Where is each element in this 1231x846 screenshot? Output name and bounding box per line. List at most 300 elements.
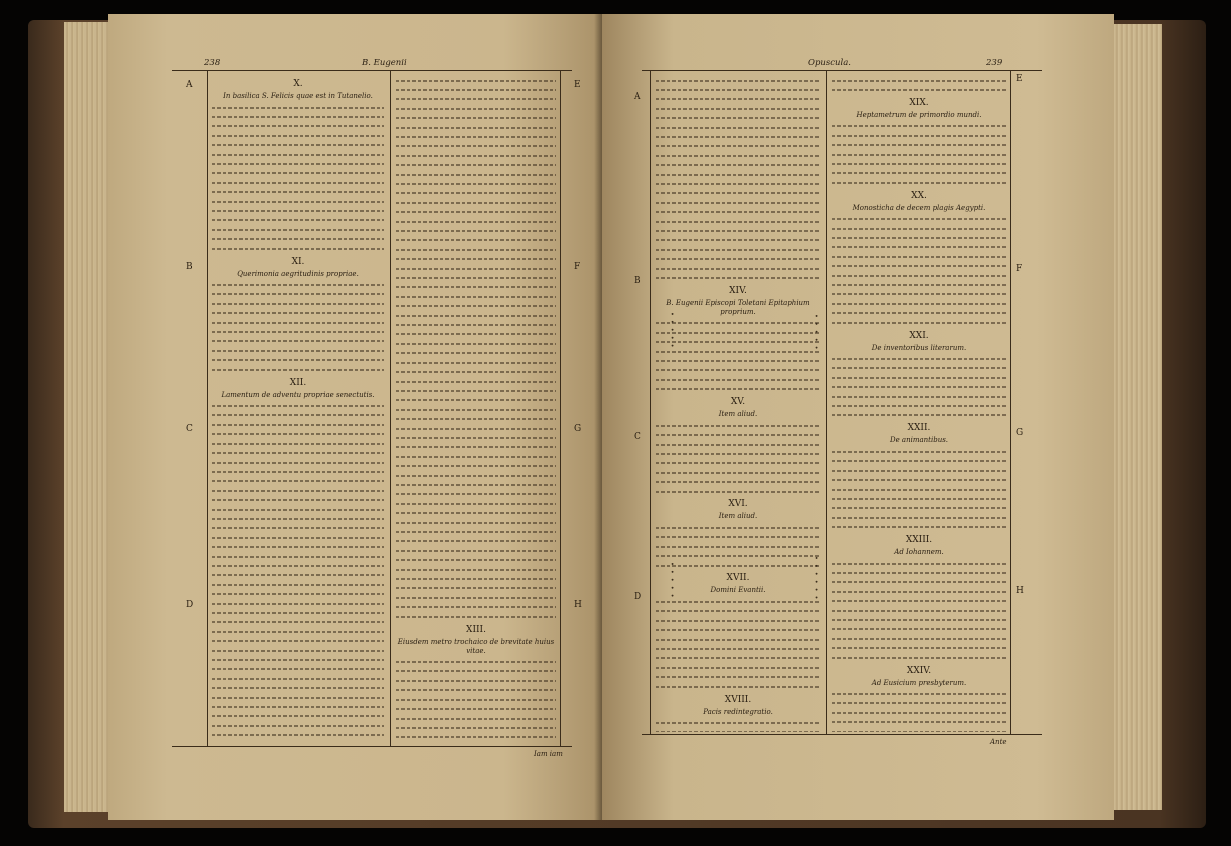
right-header-rule	[642, 70, 1042, 71]
verse-line	[832, 150, 1006, 159]
left-catchword: Iam iam	[534, 750, 563, 758]
verse-line	[212, 356, 384, 365]
verse-line	[656, 561, 820, 570]
verse-line	[212, 543, 384, 552]
verse-line	[212, 430, 384, 439]
verse-line	[396, 471, 556, 480]
verse-line	[396, 556, 556, 565]
verse-line	[212, 235, 384, 244]
verse-line	[832, 513, 1006, 522]
verse-line	[396, 311, 556, 320]
verse-line	[396, 368, 556, 377]
verse-line	[396, 76, 556, 85]
verse-line	[396, 236, 556, 245]
verse-line	[212, 693, 384, 702]
verse-line	[396, 170, 556, 179]
verse-line	[656, 533, 820, 542]
verse-line	[832, 262, 1006, 271]
verse-line	[832, 243, 1006, 252]
section-title: Item aliud.	[718, 512, 758, 521]
verse-line	[656, 255, 820, 264]
verse-line	[212, 571, 384, 580]
verse-line	[396, 274, 556, 283]
verse-line	[832, 644, 1006, 653]
verse-line	[396, 302, 556, 311]
verse-line	[212, 514, 384, 523]
verse-line	[396, 208, 556, 217]
verse-line	[656, 151, 820, 160]
section-number: XXI.	[909, 330, 929, 341]
verse-line	[396, 528, 556, 537]
verse-line	[832, 634, 1006, 643]
verse-line	[212, 684, 384, 693]
verse-line	[656, 104, 820, 113]
verse-line	[396, 584, 556, 593]
verse-line	[832, 476, 1006, 485]
section-title: Pacis redintegratio.	[703, 707, 773, 716]
verse-line	[832, 559, 1006, 568]
verse-line	[396, 565, 556, 574]
verse-line	[656, 338, 820, 347]
verse-line	[656, 85, 820, 94]
section-number: XIX.	[909, 97, 929, 108]
verse-line	[656, 217, 820, 226]
verse-line	[212, 178, 384, 187]
verse-line	[212, 731, 384, 740]
verse-line	[832, 568, 1006, 577]
verse-line	[212, 580, 384, 589]
verse-line	[396, 245, 556, 254]
verse-line	[396, 686, 556, 695]
verse-line	[396, 415, 556, 424]
left-page	[108, 14, 602, 820]
section-title: Domini Evantii.	[710, 586, 766, 595]
verse-line	[212, 281, 384, 290]
verse-line	[832, 402, 1006, 411]
verse-line	[212, 206, 384, 215]
section-title: Ad Iohannem.	[894, 548, 944, 557]
verse-line	[656, 347, 820, 356]
verse-line	[212, 309, 384, 318]
section-number: XXIII.	[905, 535, 933, 546]
verse-line	[212, 712, 384, 721]
verse-line	[656, 673, 820, 682]
section-number: XIV.	[729, 285, 747, 296]
verse-line	[832, 494, 1006, 503]
verse-line	[396, 424, 556, 433]
right-footer-rule	[642, 734, 1042, 735]
verse-line	[396, 349, 556, 358]
verse-line	[212, 703, 384, 712]
left-header-rule	[172, 70, 572, 71]
verse-line	[396, 546, 556, 555]
verse-line	[656, 431, 820, 440]
verse-line	[832, 699, 1006, 708]
section-number: XVIII.	[724, 694, 752, 705]
verse-line	[396, 443, 556, 452]
verse-line	[396, 518, 556, 527]
verse-line	[656, 142, 820, 151]
section-title: Item aliud.	[718, 410, 758, 419]
section-number: XX.	[911, 190, 927, 201]
verse-line	[396, 509, 556, 518]
verse-line	[656, 227, 820, 236]
verse-line	[212, 216, 384, 225]
verse-line	[396, 179, 556, 188]
verse-line	[212, 131, 384, 140]
verse-line	[832, 411, 1006, 420]
section-title: B. Eugenii Episcopi Toletani Epitaphium proprium.	[666, 298, 810, 316]
verse-line	[832, 392, 1006, 401]
verse-line	[396, 593, 556, 602]
left-column-2	[396, 76, 556, 744]
right-col-rule-middle	[826, 70, 827, 734]
verse-line	[212, 337, 384, 346]
verse-line	[212, 646, 384, 655]
section-title: In basilica S. Felicis quae est in Tutanelio.	[223, 92, 373, 100]
verse-line	[396, 283, 556, 292]
verse-line	[832, 224, 1006, 233]
verse-line	[656, 523, 820, 532]
verse-line	[212, 346, 384, 355]
verse-line	[212, 665, 384, 674]
margin-letter-a: A	[186, 80, 193, 90]
verse-line	[212, 244, 384, 253]
left-col-rule-inner	[560, 70, 561, 746]
section-number: XVII.	[726, 573, 750, 584]
verse-line	[656, 607, 820, 616]
verse-line	[656, 114, 820, 123]
verse-line	[212, 141, 384, 150]
verse-line	[396, 377, 556, 386]
verse-line	[832, 690, 1006, 699]
verse-line	[212, 458, 384, 467]
section-title: Eiusdem metro trochaico de brevitate huius vitae.	[397, 637, 555, 655]
verse-line	[396, 339, 556, 348]
verse-line	[656, 468, 820, 477]
left-col-rule-middle	[390, 70, 391, 746]
verse-line	[212, 169, 384, 178]
left-footer-rule	[172, 746, 572, 747]
verse-line	[212, 420, 384, 429]
verse-line	[212, 299, 384, 308]
verse-line	[396, 386, 556, 395]
verse-line	[212, 402, 384, 411]
left-running-head: B. Eugenii	[362, 58, 407, 68]
verse-line	[656, 375, 820, 384]
verse-line	[212, 627, 384, 636]
verse-line	[656, 319, 820, 328]
margin-letter-f: F	[574, 262, 581, 272]
verse-line	[396, 227, 556, 236]
verse-line	[832, 383, 1006, 392]
verse-line	[396, 189, 556, 198]
verse-line	[656, 654, 820, 663]
verse-line	[656, 542, 820, 551]
left-column-1	[212, 76, 384, 744]
verse-line	[212, 112, 384, 121]
verse-line	[396, 575, 556, 584]
verse-line	[212, 103, 384, 112]
verse-line	[832, 141, 1006, 150]
verse-line	[832, 606, 1006, 615]
verse-line	[396, 733, 556, 742]
verse-line	[212, 561, 384, 570]
verse-line	[212, 524, 384, 533]
verse-line	[656, 719, 820, 728]
margin-letter-c: C	[186, 424, 193, 434]
section-title: Heptametrum de primordio mundi.	[856, 110, 982, 119]
verse-line	[656, 597, 820, 606]
verse-line	[832, 299, 1006, 308]
verse-line	[656, 132, 820, 141]
verse-line	[212, 533, 384, 542]
verse-line	[832, 504, 1006, 513]
verse-line	[396, 198, 556, 207]
verse-line	[396, 480, 556, 489]
margin-letter-a: A	[634, 92, 641, 102]
verse-line	[832, 131, 1006, 140]
verse-line	[396, 321, 556, 330]
verse-line	[396, 264, 556, 273]
verse-line	[212, 496, 384, 505]
verse-line	[212, 486, 384, 495]
verse-line	[212, 599, 384, 608]
verse-line	[212, 365, 384, 374]
verse-line	[212, 328, 384, 337]
right-col-rule-outer	[1010, 70, 1011, 734]
verse-line	[832, 373, 1006, 382]
verse-line	[396, 433, 556, 442]
verse-line	[396, 723, 556, 732]
verse-line	[212, 411, 384, 420]
verse-line	[832, 281, 1006, 290]
verse-line	[396, 114, 556, 123]
verse-line	[832, 364, 1006, 373]
verse-line	[832, 122, 1006, 131]
verse-line	[212, 674, 384, 683]
verse-line	[656, 264, 820, 273]
verse-line	[832, 597, 1006, 606]
section-number: XII.	[289, 377, 307, 388]
verse-line	[656, 385, 820, 394]
verse-line	[656, 459, 820, 468]
verse-line	[656, 123, 820, 132]
verse-line	[396, 452, 556, 461]
verse-line	[396, 255, 556, 264]
verse-line	[832, 708, 1006, 717]
verse-line	[396, 396, 556, 405]
verse-line	[212, 656, 384, 665]
right-page-number: 239	[986, 58, 1003, 68]
section-number: X.	[293, 79, 303, 89]
verse-line	[832, 159, 1006, 168]
margin-letter-g: G	[574, 424, 582, 434]
verse-line	[832, 523, 1006, 532]
left-page-edges	[64, 22, 112, 812]
verse-line	[656, 682, 820, 691]
margin-letter-g: G	[1016, 428, 1024, 438]
verse-line	[396, 104, 556, 113]
margin-letter-b: B	[634, 276, 641, 286]
verse-line	[396, 217, 556, 226]
verse-line	[212, 552, 384, 561]
margin-letter-e: E	[574, 80, 581, 90]
verse-line	[832, 290, 1006, 299]
verse-line	[212, 590, 384, 599]
section-title: Monosticha de decem plagis Aegypti.	[852, 203, 986, 212]
right-catchword: Ante	[990, 738, 1007, 746]
verse-line	[832, 625, 1006, 634]
right-page: Opuscula. 239 A B C D E F G H • • • • • • • • • • • • • • • • • • • • • XIV. B. Eugenii Episcopi Toletani Epitaphium proprium. XV. Item aliud. XVI. Item aliud. XVII. Domini Evantii. XVIII. Pacis redintegratio. XIX. Heptametrum de primordio mundi. XX. Monosticha de decem plagis Aegypti. XXI. De inventoribus literarum. XXII. De animantibus. XXIII. Ad Iohannem. XXIV. Ad Eusicium presbyterum. Ante	[602, 14, 1114, 820]
verse-line	[832, 178, 1006, 187]
verse-line	[832, 615, 1006, 624]
margin-letter-d: D	[634, 592, 642, 602]
verse-line	[212, 467, 384, 476]
margin-letter-b: B	[186, 262, 193, 272]
verse-line	[212, 721, 384, 730]
verse-line	[656, 76, 820, 85]
verse-line	[396, 612, 556, 621]
verse-line	[656, 478, 820, 487]
verse-line	[396, 358, 556, 367]
verse-line	[212, 225, 384, 234]
verse-line	[832, 309, 1006, 318]
verse-line	[656, 95, 820, 104]
verse-line	[656, 635, 820, 644]
verse-line	[396, 462, 556, 471]
section-title: De inventoribus literarum.	[871, 343, 967, 352]
verse-line	[656, 208, 820, 217]
verse-line	[396, 330, 556, 339]
verse-line	[832, 457, 1006, 466]
verse-line	[656, 616, 820, 625]
verse-line	[396, 499, 556, 508]
margin-letter-d: D	[186, 600, 194, 610]
verse-line	[396, 705, 556, 714]
verse-line	[396, 667, 556, 676]
verse-line	[832, 587, 1006, 596]
verse-line	[832, 355, 1006, 364]
margin-letter-c: C	[634, 432, 641, 442]
verse-line	[656, 189, 820, 198]
verse-line	[212, 122, 384, 131]
verse-line	[656, 179, 820, 188]
verse-line	[656, 626, 820, 635]
verse-line	[656, 663, 820, 672]
verse-line	[212, 505, 384, 514]
verse-line	[656, 449, 820, 458]
verse-line	[212, 290, 384, 299]
verse-line	[832, 578, 1006, 587]
verse-line	[212, 609, 384, 618]
verse-line	[212, 150, 384, 159]
verse-line	[656, 245, 820, 254]
margin-letter-h: H	[1016, 586, 1024, 596]
verse-line	[396, 676, 556, 685]
verse-line	[832, 727, 1006, 732]
verse-line	[396, 603, 556, 612]
margin-letter-f: F	[1016, 264, 1023, 274]
verse-line	[212, 159, 384, 168]
section-number: XXII.	[907, 423, 931, 434]
verse-line	[396, 537, 556, 546]
section-title: Ad Eusicium presbyterum.	[871, 678, 967, 687]
verse-line	[656, 274, 820, 283]
verse-line	[212, 439, 384, 448]
verse-line	[212, 477, 384, 486]
verse-line	[656, 440, 820, 449]
margin-letter-e: E	[1016, 74, 1023, 84]
verse-line	[832, 466, 1006, 475]
section-number: XXIV.	[906, 665, 932, 676]
verse-line	[656, 552, 820, 561]
verse-line	[396, 161, 556, 170]
verse-line	[832, 85, 1006, 94]
verse-line	[656, 421, 820, 430]
verse-line	[396, 714, 556, 723]
verse-line	[832, 252, 1006, 261]
verse-line	[212, 197, 384, 206]
verse-line	[396, 742, 556, 744]
verse-line	[656, 728, 820, 732]
verse-line	[832, 233, 1006, 242]
verse-line	[832, 653, 1006, 662]
verse-line	[656, 328, 820, 337]
verse-line	[396, 151, 556, 160]
section-number: XIII.	[466, 624, 486, 635]
verse-line	[656, 198, 820, 207]
verse-line	[396, 85, 556, 94]
verse-line	[832, 718, 1006, 727]
verse-line	[396, 123, 556, 132]
section-title: De animantibus.	[889, 436, 949, 445]
right-col-rule-inner	[650, 70, 651, 734]
margin-letter-h: H	[574, 600, 582, 610]
verse-line	[396, 490, 556, 499]
verse-line	[396, 658, 556, 667]
verse-line	[212, 618, 384, 627]
verse-line	[212, 188, 384, 197]
section-title: Lamentum de adventu propriae senectutis.	[221, 390, 375, 399]
verse-line	[832, 447, 1006, 456]
verse-line	[656, 645, 820, 654]
verse-line	[656, 487, 820, 496]
verse-line	[832, 485, 1006, 494]
verse-line	[396, 405, 556, 414]
right-column-2	[832, 76, 1006, 732]
left-col-rule-outer	[207, 70, 208, 746]
verse-line	[656, 170, 820, 179]
verse-line	[832, 318, 1006, 327]
verse-line	[832, 271, 1006, 280]
verse-line	[656, 366, 820, 375]
verse-line	[212, 449, 384, 458]
verse-line	[396, 292, 556, 301]
verse-line	[832, 215, 1006, 224]
verse-line	[832, 169, 1006, 178]
section-number: XV.	[730, 397, 746, 408]
left-page-number: 238	[204, 58, 221, 68]
section-number: XVI.	[728, 499, 748, 510]
verse-line	[212, 318, 384, 327]
verse-line	[396, 95, 556, 104]
section-title: Querimonia aegritudinis propriae.	[237, 269, 359, 278]
right-column-1	[656, 76, 820, 732]
verse-line	[656, 357, 820, 366]
verse-line	[656, 236, 820, 245]
verse-line	[832, 76, 1006, 85]
